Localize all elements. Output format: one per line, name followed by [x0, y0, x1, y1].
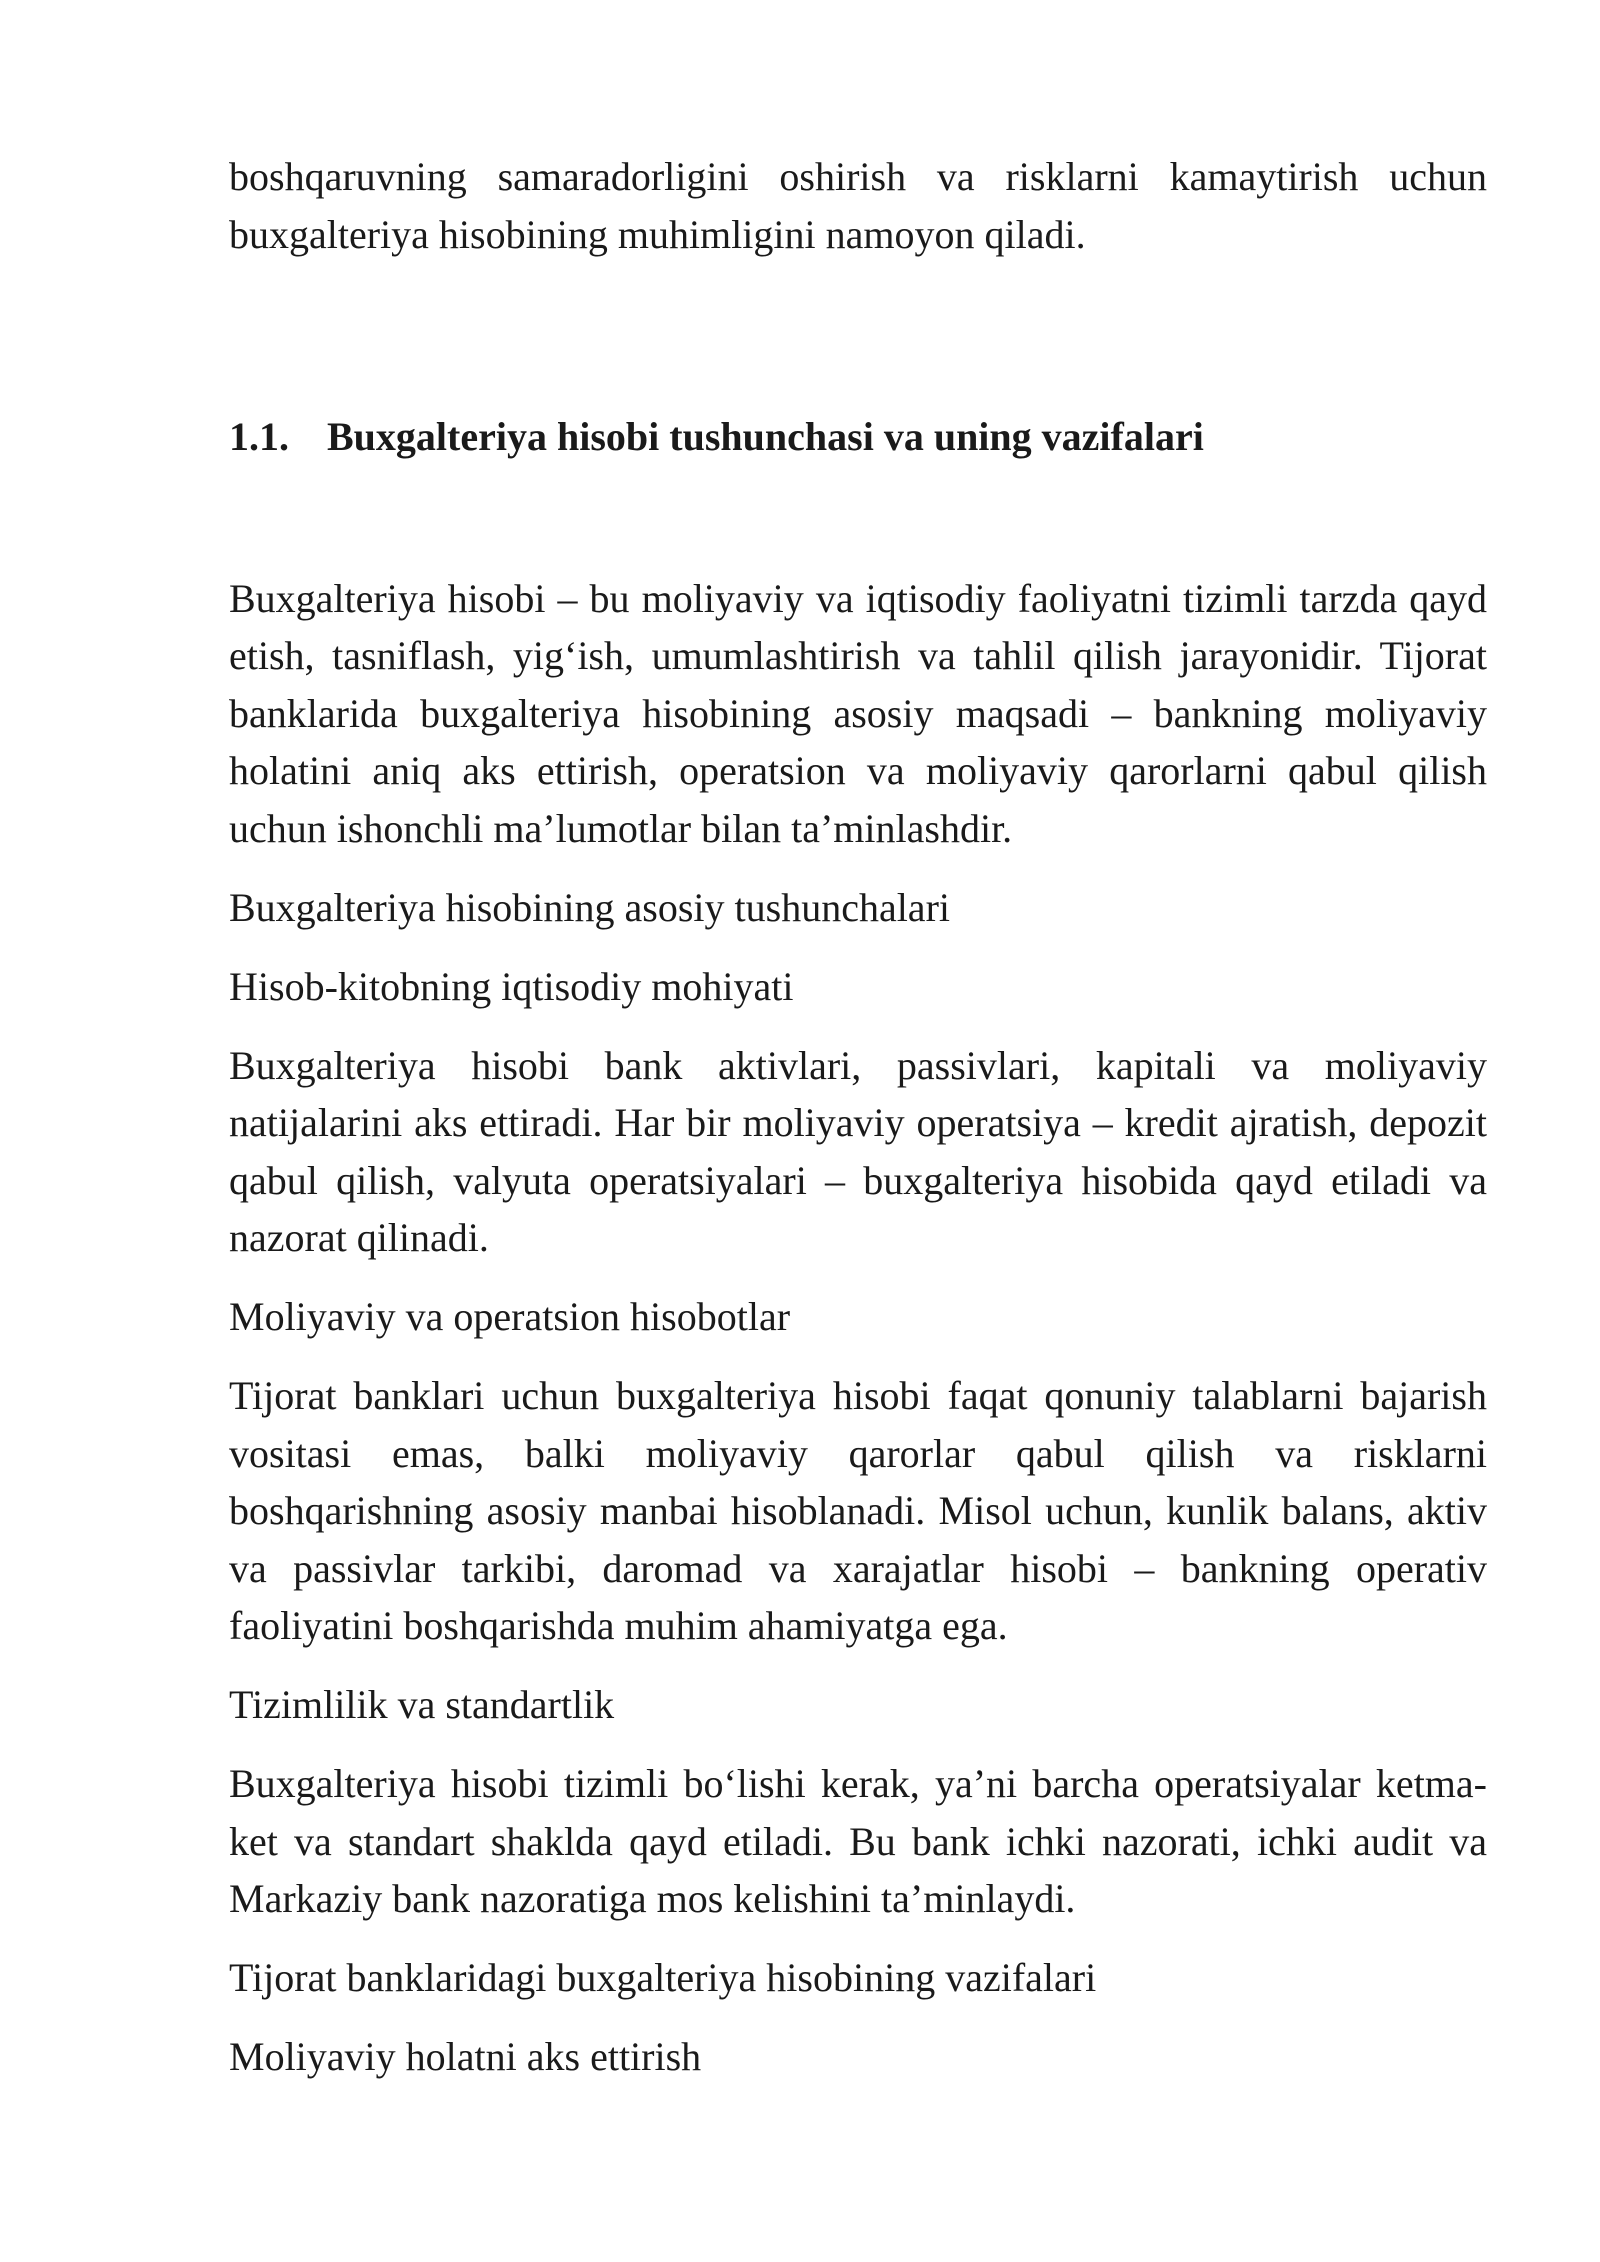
section-heading: [229, 408, 1487, 466]
section-number: 1.1.: [229, 414, 289, 459]
subheading-tasks: Tijorat banklaridagi buxgalteriya hisobining vazifalari: [229, 1955, 1097, 2000]
subheading-systematic: Tizimlilik va standartlik: [229, 1682, 615, 1727]
document-body: [229, 148, 1487, 2086]
subheading-basic-concepts: Buxgalteriya hisobining asosiy tushunchalari: [229, 884, 950, 930]
section-title: Buxgalteriya hisobi tushunchasi va uning vazifalari: [327, 414, 1204, 459]
subheading-financial-state: Moliyaviy holatni aks ettirish: [229, 2034, 702, 2079]
subheading-reports: Moliyaviy va operatsion hisobotlar: [229, 1294, 791, 1339]
paragraph-economic-essence: Buxgalteriya hisobi bank aktivlari, passivlari, kapitali va moliyaviy natijalarini aks ettiradi. Har bir moliyaviy operatsiya – kredit ajratish, depozit qabul qilish, valyuta operatsiyalari – buxgalteriya hisobida qayd etiladi va nazorat qilinadi.: [229, 1042, 1487, 1260]
subheading-economic-essence: Hisob-kitobning iqtisodiy mohiyati: [229, 963, 794, 1009]
paragraph-definition: Buxgalteriya hisobi – bu moliyaviy va iqtisodiy faoliyatni tizimli tarzda qayd etish, tasniflash, yig‘ish, umumlashtirish va tahlil qilish jarayonidir. Tijorat banklarida buxgalteriya hisobining asosiy maqsadi – bankning moliyaviy holatini aniq aks ettirish, operatsion va moliyaviy qarorlarni qabul qilish uchun ishonchli ma’lumotlar bilan ta’minlashdir.: [229, 575, 1487, 851]
paragraph-reports: Tijorat banklari uchun buxgalteriya hisobi faqat qonuniy talablarni bajarish vositasi emas, balki moliyaviy qarorlar qabul qilish va risklarni boshqarishning asosiy manbai hisoblanadi. Misol uchun, kunlik balans, aktiv va passivlar tarkibi, daromad va xarajatlar hisobi – bankning operativ faoliyatini boshqarishda muhim ahamiyatga ega.: [229, 1373, 1487, 1648]
paragraph-systematic: Buxgalteriya hisobi tizimli bo‘lishi kerak, ya’ni barcha operatsiyalar ketma-ket va standart shaklda qayd etiladi. Bu bank ichki nazorati, ichki audit va Markaziy bank nazoratiga mos kelishini ta’minlaydi.: [229, 1761, 1487, 1921]
intro-paragraph: boshqaruvning samaradorligini oshirish va risklarni kamaytirish uchun buxgalteriya hisobining muhimligini namoyon qiladi.: [229, 154, 1487, 257]
